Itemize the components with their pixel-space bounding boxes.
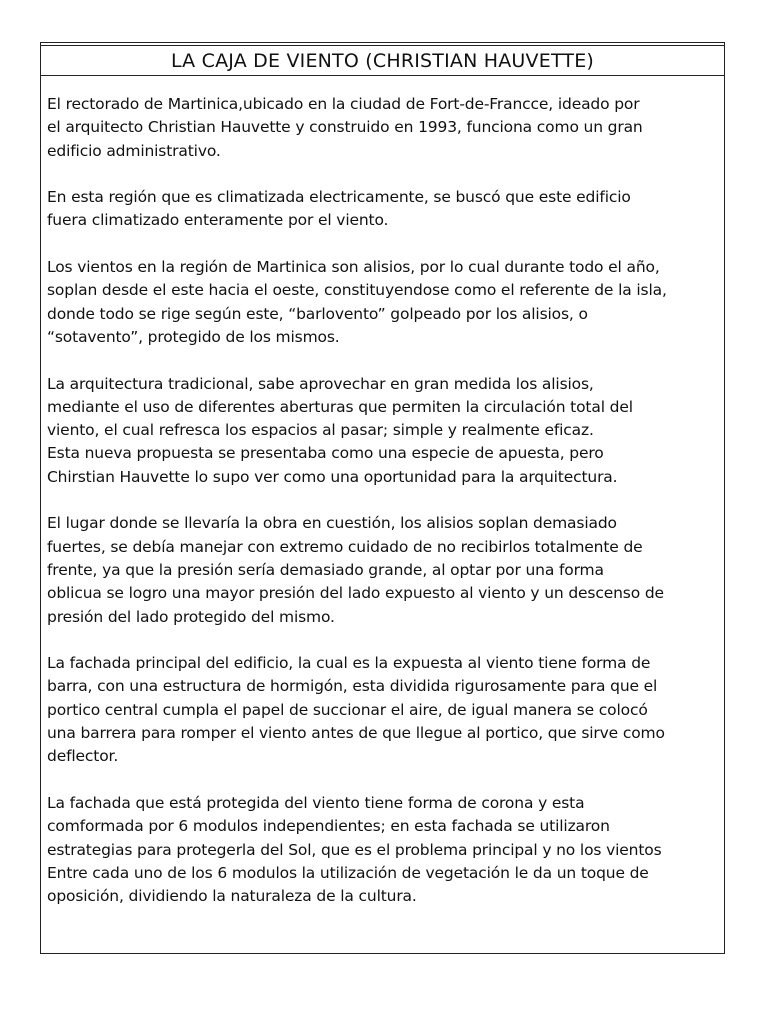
paragraph: Los vientos en la región de Martinica son alisios, por lo cual durante todo el año, soplan desde el este hacia el oeste, constituyendose como el referente de la isla, donde todo se rige según este, “barlovento” golpeado por los alisios, o “sotavento”, protegido de los mismos.: [47, 258, 667, 346]
paragraph: La arquitectura tradicional, sabe aprovechar en gran medida los alisios, mediante el uso de diferentes aberturas que permiten la circulación total del viento, el cual refresca los espacios al pasar; simple y realmente eficaz. Esta nueva propuesta se presentaba como una especie de apuesta, pero Chirstian Hauvette lo supo ver como una oportunidad para la arquitectura.: [47, 374, 633, 486]
paragraph: En esta región que es climatizada electricamente, se buscó que este edificio fuera climatizado enteramente por el viento.: [47, 188, 631, 230]
title-box: [41, 46, 724, 76]
paragraph: El rectorado de Martinica,ubicado en la ciudad de Fort-de-Francce, ideado por el arquitecto Christian Hauvette y construido en 1993, funciona como un gran edificio administrativo.: [47, 95, 643, 160]
paragraph: La fachada que está protegida del viento tiene forma de corona y esta comformada por 6 modulos independientes; en esta fachada se utilizaron estrategias para protegerla del Sol, que es el problema principal y no los vientos Entre cada uno de los 6 modulos la utilización de vegetación le da un toque de oposición, dividiendo la naturaleza de la cultura.: [47, 793, 662, 906]
document-frame: [40, 42, 725, 954]
document-body: [47, 93, 719, 932]
paragraph: La fachada principal del edificio, la cual es la expuesta al viento tiene forma de barra, con una estructura de hormigón, esta dividida rigurosamente para que el portico central cumpla el papel de succionar el aire, de igual manera se colocó una barrera para romper el viento antes de que llegue al portico, que sirve como deflector.: [47, 654, 665, 766]
paragraph: El lugar donde se llevaría la obra en cuestión, los alisios soplan demasiado fuertes, se debía manejar con extremo cuidado de no recibirlos totalmente de frente, ya que la presión sería demasiado grande, al optar por una forma oblicua se logro una mayor presión del lado expuesto al viento y un descenso de presión del lado protegido del mismo.: [47, 514, 664, 626]
document-title: LA CAJA DE VIENTO (CHRISTIAN HAUVETTE): [170, 49, 595, 72]
